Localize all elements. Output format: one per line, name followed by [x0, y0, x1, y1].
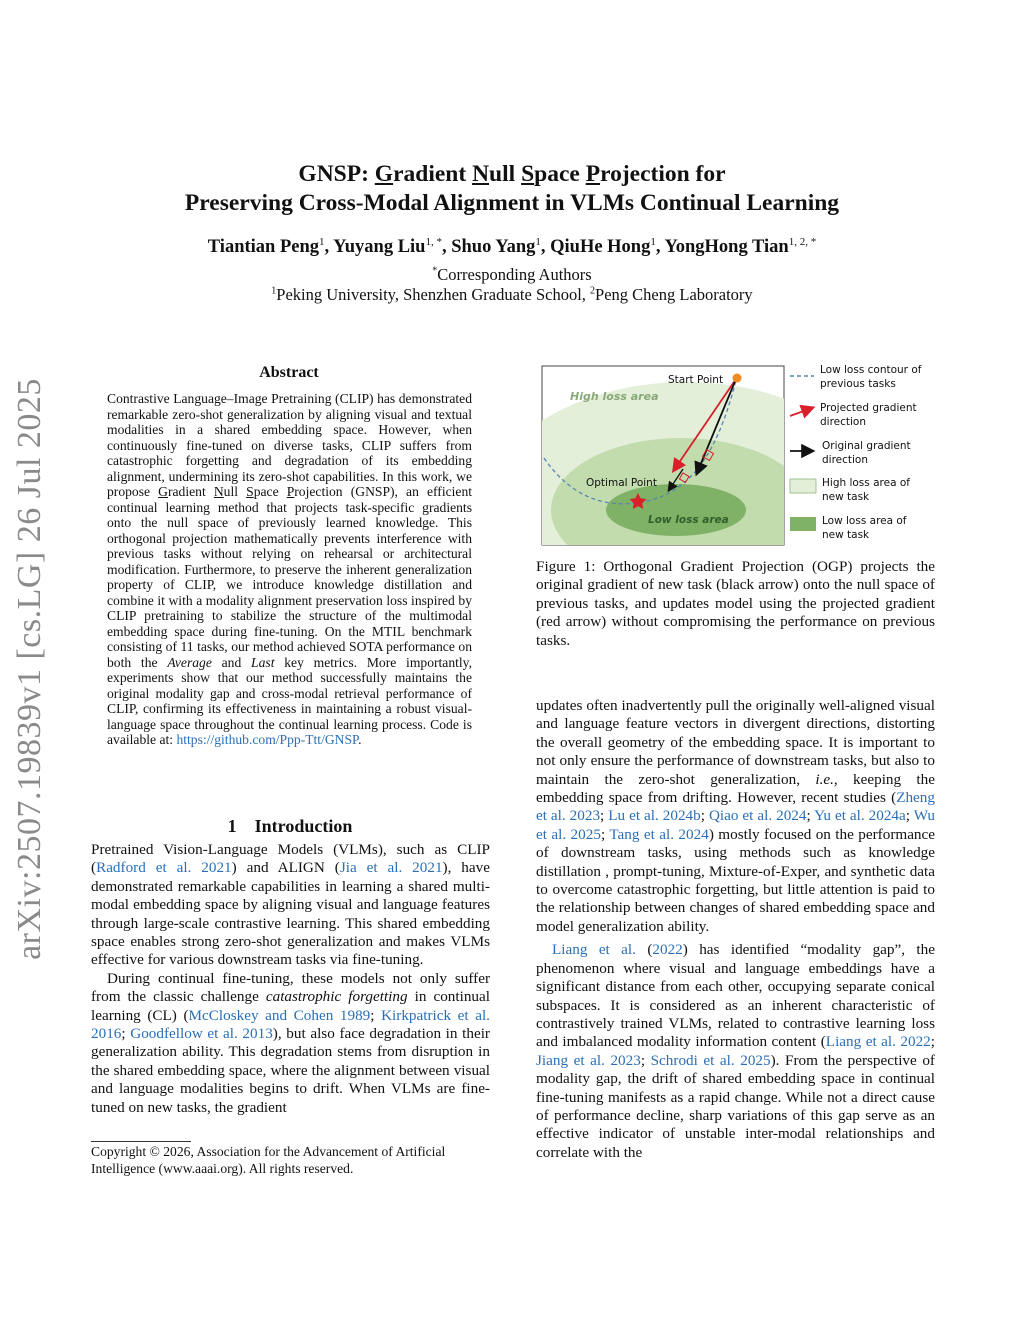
abstract-text: and — [211, 654, 252, 670]
optimal-point-label: Optimal Point — [586, 477, 657, 489]
citation-link[interactable]: Liang et al. — [552, 941, 636, 959]
abstract-text: (GNSP), an efficient continual learning method that projects task-specific gradients onto the null space of previously learned knowledge. This orthogonal projection mathematically prevents interference with previous tasks without relying on rehearsal or architectural modification. Furthermore, to preserve the inherent generalization property of CLIP, we introduce knowledge distillation and combine it with a modality alignment preservation loss inspired by CLIP pretraining to stabilize the structure of the multimodal embedding space during fine-tuning. On the MTIL benchmark consisting of 11 tasks, our method achieved SOTA performance on both the — [107, 484, 473, 670]
author-sup: 1, * — [425, 236, 442, 248]
citation-link[interactable]: Wu et al. 2025 — [536, 807, 936, 843]
paragraph — [536, 697, 935, 936]
citation-link[interactable]: McCloskey and Cohen 1989 — [188, 1006, 371, 1024]
citation-link[interactable]: Schrodi et al. 2025 — [650, 1051, 771, 1069]
paragraph — [91, 841, 490, 970]
legend-label: new task — [822, 491, 870, 503]
text: ). From the perspective of modality gap, the drift of shared embedding space in continual fine-tuning manifests as a rapid change. While not a direct cause of performance decline, sharp variations of this gap serve as an effective indicator of unstable inter-modal relationships and correlate with the — [536, 1051, 935, 1161]
abstract-text: P — [286, 484, 295, 499]
affil-text-1: Peking University, Shenzhen Graduate School, — [276, 285, 591, 304]
section-title: Introduction — [254, 816, 353, 836]
abstract-text: key metrics. More importantly, experiments show that our method successfully maintains the original modality gap and cross-modal retrieval performance of CLIP, confirming its effectiveness in maintaining a robust visual-language space throughout the continual learning process. Code is available at: — [107, 654, 472, 747]
corresponding-text: Corresponding Authors — [437, 265, 592, 284]
abstract-em: Last — [251, 654, 275, 670]
text: ( — [635, 941, 653, 959]
title-part: GNSP: — [298, 161, 375, 187]
text: ; — [600, 807, 609, 825]
abstract-text: S — [246, 484, 254, 499]
text: During continual fine-tuning, these models not only suffer from the classic challenge — [91, 969, 490, 1006]
title-part: ull — [489, 161, 522, 187]
text: ; — [905, 807, 914, 825]
paragraph — [536, 941, 935, 1162]
text: ; — [121, 1025, 131, 1043]
author-sup: 1 — [650, 236, 656, 248]
abstract-text: G — [158, 484, 168, 499]
title-part: N — [472, 161, 490, 187]
text: ) has identified “modality gap”, the phenomenon where visual and language embeddings have a significant distance from each other, occupying separate conical subspaces. It is considered as an inherent characteristic of contrastively trained VLMs, related to contrastive learning loss and imbalanced modality information content ( — [536, 941, 935, 1051]
abstract-text: pace — [253, 484, 287, 499]
legend-high-loss-swatch — [790, 479, 816, 493]
title-part: radient — [393, 161, 473, 187]
arxiv-stamp — [8, 378, 52, 960]
citation-link[interactable]: Qiao et al. 2024 — [708, 807, 807, 825]
legend-label: direction — [820, 416, 867, 428]
author-name: Yuyang Liu — [333, 237, 426, 258]
figure-1 — [536, 360, 936, 550]
author-name: QiuHe Hong — [550, 237, 651, 258]
text: ; — [370, 1006, 382, 1024]
author-list: Tiantian Peng$^1$, Yuyang Liu$^{1, *}$, Shuo Yang$^1$, QiuHe Hong$^1$, YongHong Tian$^{1, 2, *}$ — [207, 236, 817, 258]
abstract-text: ull — [223, 484, 247, 499]
citation-link[interactable]: Jiang et al. 2023 — [536, 1051, 641, 1069]
affil-sup-1: 1 — [271, 285, 277, 297]
title-line-1 — [80, 160, 944, 189]
low-loss-region — [606, 484, 746, 536]
intro-column-2 — [536, 697, 935, 1162]
legend-label: Projected gradient — [820, 402, 917, 414]
text: Pretrained Vision-Language Models (VLMs), such as CLIP ( — [91, 841, 490, 877]
affiliation — [80, 285, 944, 305]
section-number: 1 — [227, 816, 237, 836]
text: ; — [930, 1033, 935, 1051]
affil-sup-2: 2 — [590, 285, 596, 297]
text: updates often inadvertently pull the originally well-aligned visual and language feature vectors in divergent directions, distorting the overall geometry of the embedding space. It is important to not only ensure the performance of downstream tasks, but also to maintain the zero-shot generalization, — [536, 697, 935, 788]
title-part: P — [585, 161, 601, 187]
legend-low-loss-swatch — [790, 517, 816, 531]
code-link[interactable]: https://github.com/Ppp-Ttt/GNSP — [176, 732, 359, 747]
paragraph — [91, 970, 490, 1117]
arxiv-stamp-text: arXiv:2507.19839v1 [cs.LG] 26 Jul 2025 — [11, 378, 48, 960]
legend-label: Original gradient — [822, 440, 911, 452]
legend-label: direction — [822, 454, 869, 466]
author-sup: 1 — [535, 236, 541, 248]
paper-title — [80, 160, 944, 218]
abstract-text: radient — [167, 484, 214, 499]
abstract-body — [107, 391, 472, 748]
citation-link[interactable]: Tang et al. 2024 — [609, 825, 709, 843]
footnote-rule — [91, 1141, 191, 1142]
citation-link[interactable]: Zheng et al. 2023 — [536, 789, 935, 825]
citation-link[interactable]: 2022 — [652, 941, 683, 959]
text: in continual learning (CL) ( — [91, 988, 490, 1024]
text: ), but also face degradation in their generalization ability. This degradation stems from disruption in the shared embedding space, where the alignment between visual and language modalities begins to drift. When VLMs are fine-tuned on new tasks, the gradient — [91, 1025, 490, 1116]
affil-text-2: Peng Cheng Laboratory — [595, 285, 753, 304]
emphasis: i.e. — [815, 770, 834, 788]
author-sup: 1 — [319, 236, 325, 248]
text: ; — [700, 807, 709, 825]
section-heading-introduction — [92, 816, 488, 837]
text: , keeping the embedding space from drifting. However, recent studies ( — [536, 770, 935, 807]
abstract-text: . — [358, 732, 362, 747]
abstract-text: Contrastive Language–Image Pretraining (CLIP) has demonstrated remarkable zero-shot generalization by aligning visual and textual modalities in a shared embedding space. However, when continuously fine-tuned on diverse tasks, CLIP suffers from catastrophic forgetting and degradation of its embedding alignment, undermining its zero-shot capabilities. In this work, we propose — [107, 391, 472, 499]
legend-label: new task — [822, 529, 870, 541]
text: ), have demonstrated remarkable capabilities in learning a shared multi-modal embedding space by aligning visual and language features through large-scale contrastive learning. This shared embedding space enables strong zero-shot generalization and makes VLMs effective for various downstream tasks via fine-tuning. — [91, 859, 490, 969]
citation-link[interactable]: Liang et al. 2022 — [825, 1033, 931, 1051]
author-name: Shuo Yang — [451, 237, 536, 258]
author-name: Tiantian Peng — [207, 237, 319, 258]
legend-label: Low loss area of — [822, 515, 907, 527]
corresponding-authors — [80, 265, 944, 285]
citation-link[interactable]: Kirkpatrick et al. 2016 — [91, 1006, 490, 1043]
citation-link[interactable]: Lu et al. 2024b — [608, 807, 701, 825]
abstract-text: N — [213, 484, 224, 499]
abstract-heading: Abstract — [259, 364, 319, 381]
legend-red-arrow-swatch — [790, 408, 812, 416]
abstract-text: rojection — [294, 484, 343, 499]
start-point-label: Start Point — [668, 374, 724, 386]
citation-link[interactable]: Goodfellow et al. 2013 — [130, 1025, 273, 1043]
legend-label: Low loss contour of — [820, 364, 922, 376]
text: ; — [640, 1051, 651, 1069]
abstract-em: Average — [167, 654, 212, 670]
corresponding-sup: * — [432, 265, 438, 277]
author-name: YongHong Tian — [664, 237, 789, 258]
legend-label: previous tasks — [820, 378, 896, 390]
text: ) and ALIGN ( — [231, 859, 340, 877]
start-point-marker — [733, 374, 742, 383]
citation-link[interactable]: Jia et al. 2021 — [339, 859, 443, 877]
legend-label: High loss area of — [822, 477, 910, 489]
citation-link[interactable]: Radford et al. 2021 — [96, 859, 232, 877]
emphasis: catastrophic forgetting — [265, 988, 408, 1006]
text: ) mostly focused on the performance of downstream tasks, using methods such as knowledge distillation , prompt-tuning, Mixture-of-Exper, and synthetic data to overcome catastrophic forgetting, but little attention is paid to the relationship between changes of shared embedding space and model generalization ability. — [536, 825, 936, 935]
title-part: rojection for — [600, 161, 726, 187]
high-loss-label: High loss area — [570, 390, 659, 403]
text: ; — [600, 825, 610, 843]
citation-link[interactable]: Yu et al. 2024a — [814, 807, 906, 825]
title-part: S — [521, 161, 535, 187]
author-sup: 1, 2, * — [788, 236, 817, 248]
title-line-2: Preserving Cross-Modal Alignment in VLMs Continual Learning — [184, 190, 840, 216]
copyright-footnote: Copyright © 2026, Association for the Advancement of Artificial Intelligence (www.aaai.org). All rights reserved. — [91, 1144, 446, 1176]
title-part: G — [374, 161, 394, 187]
low-loss-label: Low loss area — [648, 514, 729, 526]
figure-1-caption: Figure 1: Orthogonal Gradient Projection (OGP) projects the original gradient of new task (black arrow) onto the null space of previous tasks, and updates model using the projected gradient (red arrow) without compromising the performance on previous tasks. — [536, 558, 935, 649]
title-part: pace — [534, 161, 586, 187]
text: ; — [806, 807, 815, 825]
intro-column-1 — [91, 841, 490, 1117]
